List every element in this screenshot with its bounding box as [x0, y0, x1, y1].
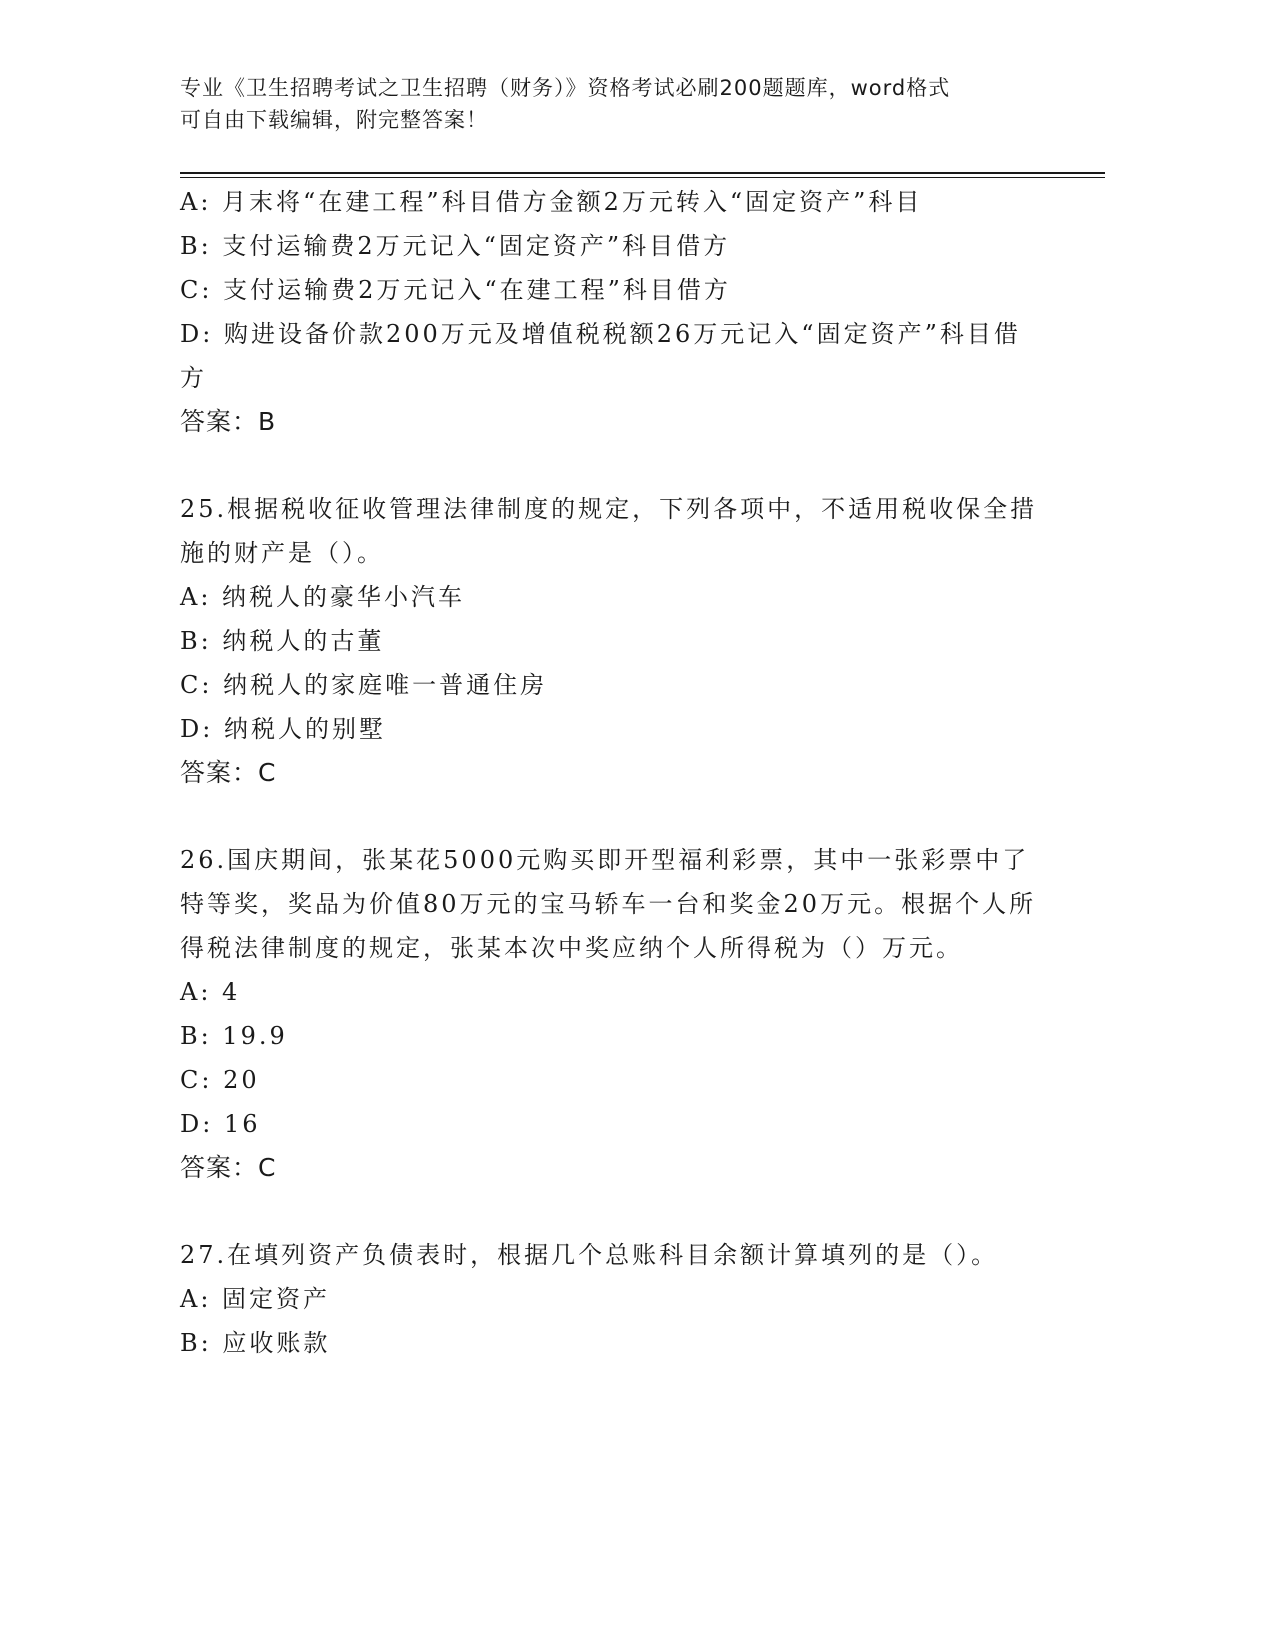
option-d: D: 16 [180, 1110, 261, 1138]
header-rule-thin [180, 177, 1105, 178]
question-block-26 [180, 838, 1040, 1190]
option-b: B: 纳税人的古董 [180, 627, 385, 655]
question-block-25 [180, 487, 1040, 795]
question-block-27 [180, 1233, 1040, 1365]
option-a: A: 4 [180, 978, 241, 1006]
answer-label: 答案：C [180, 758, 277, 787]
option-d: D: 纳税人的别墅 [180, 715, 386, 743]
question-text: 26.国庆期间，张某花5000元购买即开型福利彩票，其中一张彩票中了特等奖，奖品为价值80万元的宝马轿车一台和奖金20万元。根据个人所得税法律制度的规定，张某本次中奖应纳个人所得税为（）万元。 [180, 846, 1037, 962]
question-block-24 [180, 180, 1040, 444]
option-a: A: 月末将“在建工程”科目借方金额2万元转入“固定资产”科目 [180, 188, 923, 216]
option-b: B: 支付运输费2万元记入“固定资产”科目借方 [180, 232, 731, 260]
document-header [180, 72, 1040, 136]
question-text: 27.在填列资产负债表时，根据几个总账科目余额计算填列的是（）。 [180, 1241, 999, 1269]
question-text: 25.根据税收征收管理法律制度的规定，下列各项中，不适用税收保全措施的财产是（）。 [180, 495, 1038, 567]
document-body [180, 180, 1040, 1365]
option-a: A: 固定资产 [180, 1285, 331, 1313]
header-line-1: 专业《卫生招聘考试之卫生招聘（财务）》资格考试必刷200题题库，word格式 [180, 76, 951, 100]
option-c: C: 20 [180, 1066, 260, 1094]
option-b: B: 应收账款 [180, 1329, 331, 1357]
answer-label: 答案：B [180, 407, 277, 436]
option-c: C: 支付运输费2万元记入“在建工程”科目借方 [180, 276, 731, 304]
option-a: A: 纳税人的豪华小汽车 [180, 583, 466, 611]
header-rule-thick [180, 172, 1105, 174]
header-line-2: 可自由下载编辑，附完整答案！ [180, 108, 488, 132]
option-c: C: 纳税人的家庭唯一普通住房 [180, 671, 548, 699]
option-d: D: 购进设备价款200万元及增值税税额26万元记入“固定资产”科目借方 [180, 320, 1021, 392]
option-b: B: 19.9 [180, 1022, 288, 1050]
answer-label: 答案：C [180, 1153, 277, 1182]
